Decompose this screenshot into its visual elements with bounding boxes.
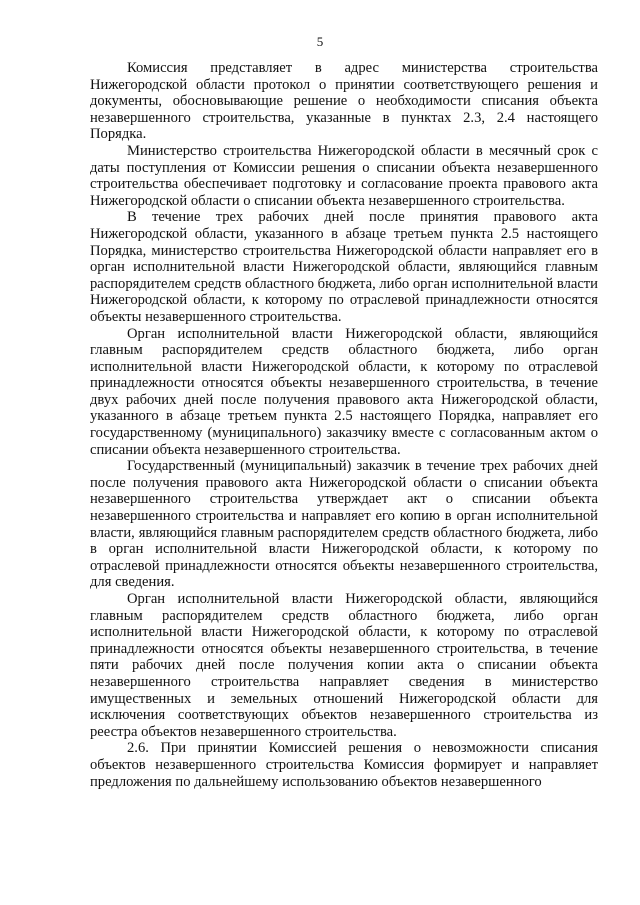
paragraph-commission-protocol: Комиссия представляет в адрес министерства строительства Нижегородской области протокол о принятии соответствующего решения и документы, обосновывающие решение о необходимости списания объекта незавершенного строительства, указанные в пунктах 2.3, 2.4 настоящего Порядка. bbox=[90, 60, 598, 143]
page-number: 5 bbox=[316, 34, 324, 49]
paragraph-2-6: 2.6. При принятии Комиссией решения о невозможности списания объектов незавершенного строительства Комиссия формирует и направляет предложения по дальнейшему использованию объектов незавершенного bbox=[90, 740, 598, 790]
paragraph-registry-exclusion: Орган исполнительной власти Нижегородской области, являющийся главным распорядителем средств областного бюджета, либо орган исполнительной власти Нижегородской области, к которому по отраслевой принадлежности относятся объекты незавершенного строительства, в течение пяти рабочих дней после получения копии акта о списании объекта незавершенного строительства направляет сведения в министерство имущественных и земельных отношений Нижегородской области для исключения соответствующих объектов незавершенного строительства из реестра объектов незавершенного строительства. bbox=[90, 591, 598, 740]
paragraph-executive-body-forwarding: Орган исполнительной власти Нижегородской области, являющийся главным распорядителем средств областного бюджета, либо орган исполнительной власти Нижегородской области, к которому по отраслевой принадлежности относятся объекты незавершенного строительства, в течение двух рабочих дней после получения правового акта Нижегородской области, указанного в абзаце третьем пункта 2.5 настоящего Порядка, направляет его государственному (муниципального) заказчику вместе с согласованным актом о списании объекта незавершенного строительства. bbox=[90, 325, 598, 458]
paragraph-act-forwarding: В течение трех рабочих дней после принятия правового акта Нижегородской области, указанного в абзаце третьем пункта 2.5 настоящего Порядка, министерство строительства Нижегородской области направляет его в орган исполнительной власти Нижегородской области, являющийся главным распорядителем средств областного бюджета, либо орган исполнительной власти Нижегородской области, к которому по отраслевой принадлежности относятся объекты незавершенного строительства. bbox=[90, 209, 598, 325]
document-body bbox=[90, 60, 598, 790]
paragraph-ministry-draft-act: Министерство строительства Нижегородской области в месячный срок с даты поступления от Комиссии решения о списании объекта незавершенного строительства обеспечивает подготовку и согласование проекта правового акта Нижегородской области о списании объекта незавершенного строительства. bbox=[90, 142, 598, 209]
paragraph-customer-approval: Государственный (муниципальный) заказчик в течение трех рабочих дней после получения правового акта Нижегородской области о списании объекта незавершенного строительства утверждает акт о списании объекта незавершенного строительства и направляет его копию в орган исполнительной власти, являющийся главным распорядителем средств областного бюджета, либо в орган исполнительной власти Нижегородской области, к которому по отраслевой принадлежности относятся объекты незавершенного строительства, для сведения. bbox=[90, 458, 598, 591]
